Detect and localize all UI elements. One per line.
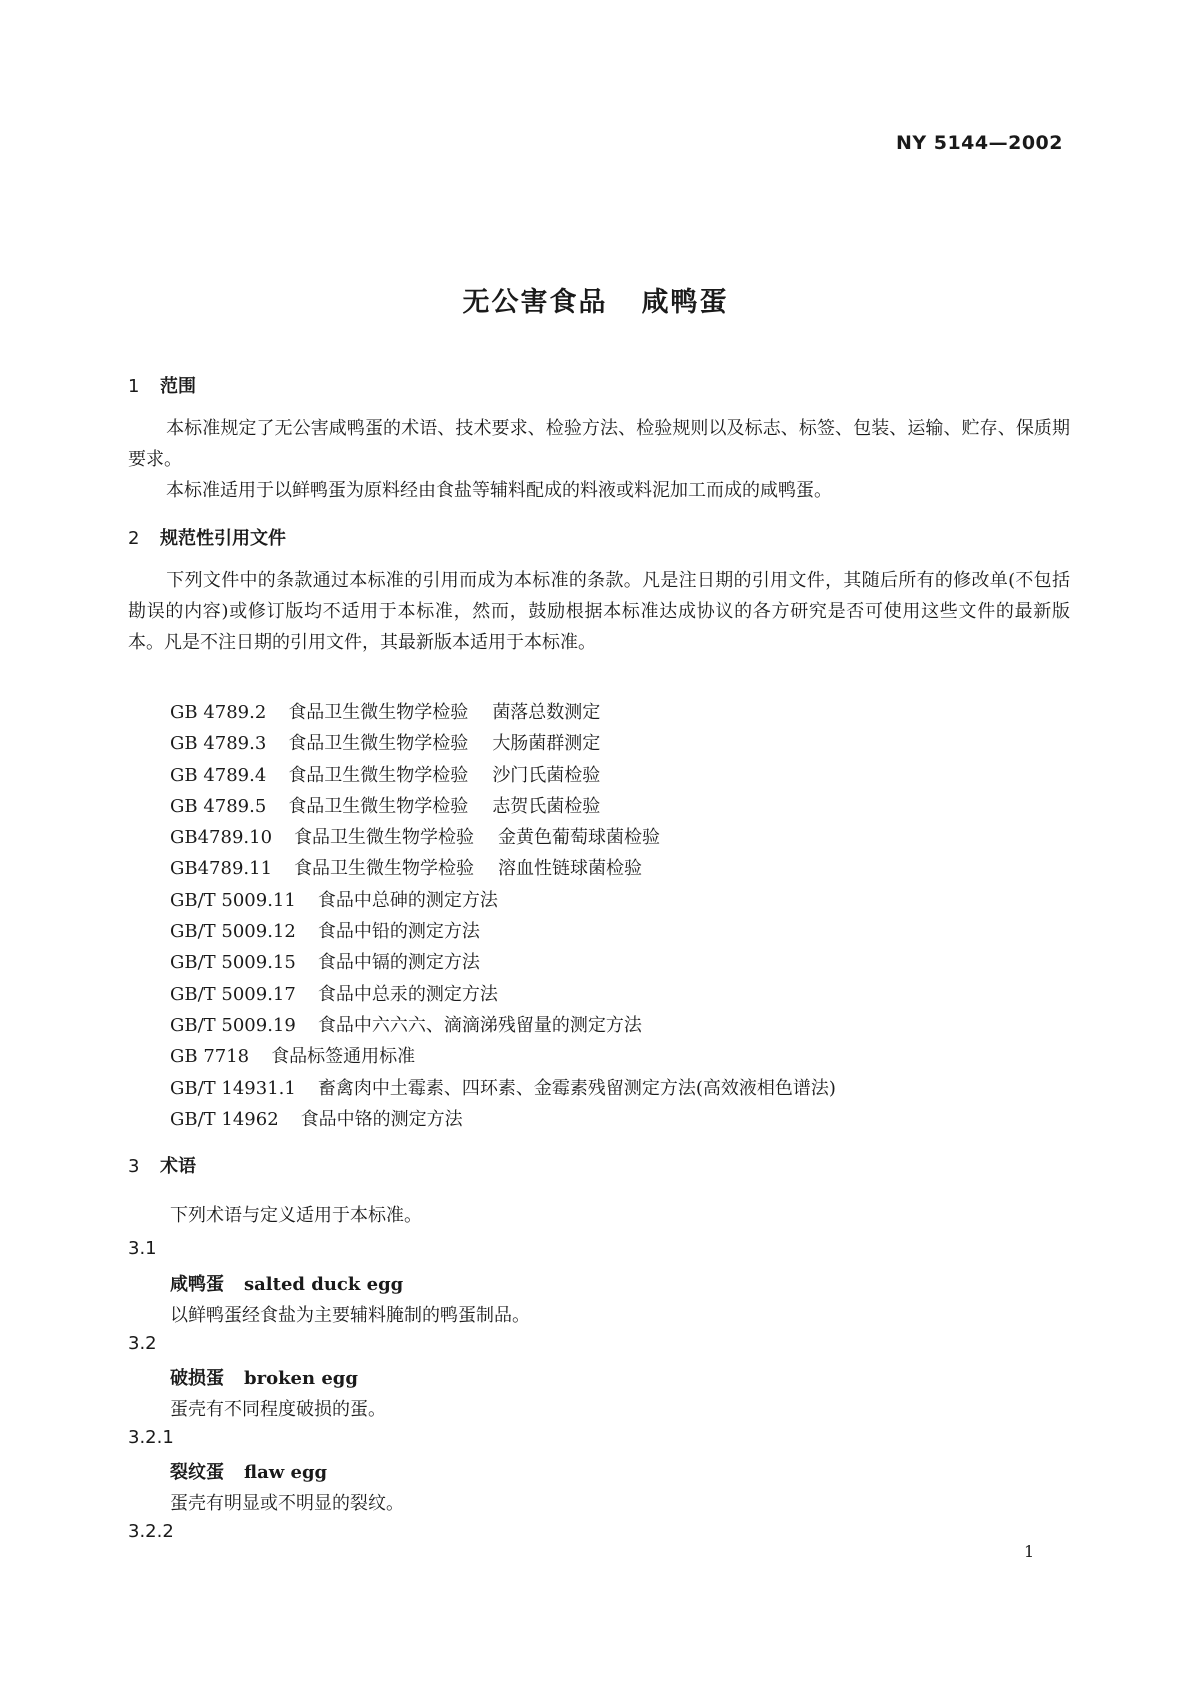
term-zh: 破损蛋: [170, 1368, 224, 1389]
title-part-2: 咸鸭蛋: [641, 287, 729, 318]
term-definition: 蛋壳有不同程度破损的蛋。: [170, 1399, 386, 1420]
reference-title-main: 食品卫生微生物学检验: [294, 858, 475, 880]
reference-title: [318, 890, 498, 911]
reference-title-sub: 沙门氏菌检验: [492, 764, 601, 786]
term-zh: 咸鸭蛋: [170, 1274, 224, 1295]
section-1-heading: [128, 372, 196, 398]
term-heading: [170, 1458, 327, 1484]
reference-item: [170, 760, 836, 791]
section-2-paragraph-1-text: 下列文件中的条款通过本标准的引用而成为本标准的条款。凡是注日期的引用文件，其随后所有的修改单(不包括勘误的内容)或修订版均不适用于本标准，然而，鼓励根据本标准达成协议的各方研究是否可使用这些文件的最新版本。凡是不注日期的引用文件，其最新版本适用于本标准。: [128, 570, 1070, 653]
section-1-paragraph-1-text: 本标准规定了无公害咸鸭蛋的术语、技术要求、检验方法、检验规则以及标志、标签、包装、运输、贮存、保质期要求。: [128, 418, 1070, 470]
reference-title-sub: 志贺氏菌检验: [492, 795, 601, 817]
reference-code: GB 4789.4: [170, 764, 267, 786]
reference-item: [170, 1073, 836, 1104]
clause-number: 3.2.2: [128, 1521, 174, 1542]
reference-code: GB4789.11: [170, 858, 273, 880]
reference-title: [318, 1078, 836, 1099]
reference-item: [170, 916, 836, 947]
reference-title: [301, 1109, 463, 1130]
reference-title-main: 食品中六六六、滴滴涕残留量的测定方法: [317, 1014, 642, 1036]
reference-title: [318, 952, 480, 973]
reference-item: [170, 853, 836, 884]
reference-title-main: 食品中铬的测定方法: [300, 1108, 463, 1130]
section-1-title: 范围: [160, 376, 196, 397]
reference-item: [170, 822, 836, 853]
reference-item: [170, 697, 836, 728]
term-heading: [170, 1364, 358, 1390]
section-3-intro: 下列术语与定义适用于本标准。: [170, 1205, 422, 1226]
reference-title-main: 食品中铅的测定方法: [317, 921, 480, 943]
reference-title: [288, 796, 600, 817]
reference-title: [318, 984, 498, 1005]
reference-title: [294, 827, 660, 848]
reference-code: GB 4789.2: [170, 702, 267, 723]
reference-title: [318, 1015, 642, 1036]
clause-number: 3.1: [128, 1238, 157, 1259]
clause-number: 3.2: [128, 1333, 157, 1354]
reference-title-main: 食品卫生微生物学检验: [288, 733, 469, 755]
reference-item: [170, 1041, 836, 1072]
reference-code: GB 4789.5: [170, 795, 267, 817]
section-3-number: 3: [128, 1156, 140, 1177]
reference-item: [170, 728, 836, 759]
title-part-1: 无公害食品: [462, 287, 608, 318]
section-2-title: 规范性引用文件: [160, 528, 286, 549]
section-3-title: 术语: [160, 1156, 196, 1177]
reference-title-sub: 菌落总数测定: [492, 702, 601, 723]
reference-title: [294, 858, 642, 879]
section-2-number: 2: [128, 528, 140, 549]
reference-title: [318, 921, 480, 942]
reference-item: [170, 979, 836, 1010]
term-definition: 以鲜鸭蛋经食盐为主要辅料腌制的鸭蛋制品。: [170, 1305, 530, 1326]
term-heading: [170, 1270, 403, 1296]
reference-title-main: 食品卫生微生物学检验: [288, 795, 469, 817]
term-zh: 裂纹蛋: [170, 1462, 224, 1483]
reference-item: [170, 947, 836, 978]
reference-code: GB/T 5009.15: [170, 952, 296, 974]
section-1-paragraph-2: [128, 475, 1070, 506]
term-en: broken egg: [244, 1368, 358, 1389]
reference-title-main: 食品卫生微生物学检验: [288, 764, 469, 786]
reference-title-sub: 大肠菌群测定: [492, 733, 601, 755]
reference-title-sub: 溶血性链球菌检验: [498, 858, 643, 880]
clause-number: 3.2.1: [128, 1427, 174, 1448]
reference-title: [288, 702, 600, 723]
reference-item: [170, 791, 836, 822]
reference-code: GB 7718: [170, 1046, 250, 1068]
reference-title-main: 食品中总砷的测定方法: [317, 889, 498, 911]
term-definition: 蛋壳有明显或不明显的裂纹。: [170, 1493, 404, 1514]
term-en: flaw egg: [244, 1462, 328, 1483]
document-title: [0, 280, 1191, 319]
reference-title-main: 食品卫生微生物学检验: [294, 827, 475, 849]
section-2-paragraph-1: [128, 565, 1070, 658]
reference-code: GB/T 5009.19: [170, 1014, 296, 1036]
reference-item: [170, 1104, 836, 1135]
reference-title-main: 食品卫生微生物学检验: [288, 702, 469, 723]
reference-code: GB4789.10: [170, 827, 273, 849]
standard-code: NY 5144—2002: [895, 132, 1063, 154]
reference-code: GB/T 14962: [170, 1108, 279, 1130]
term-en: salted duck egg: [244, 1274, 404, 1295]
section-1-number: 1: [128, 376, 140, 397]
section-1-paragraph-2-text: 本标准适用于以鲜鸭蛋为原料经由食盐等辅料配成的料液或料泥加工而成的咸鸭蛋。: [166, 480, 832, 501]
reference-code: GB/T 5009.12: [170, 921, 296, 943]
reference-title: [288, 765, 600, 786]
page-number: 1: [1024, 1542, 1035, 1561]
reference-title-main: 食品标签通用标准: [271, 1046, 416, 1068]
reference-code: GB/T 5009.17: [170, 983, 296, 1005]
reference-title-main: 食品中总汞的测定方法: [317, 983, 498, 1005]
reference-title-sub: 金黄色葡萄球菌检验: [498, 827, 661, 849]
reference-list: [170, 697, 836, 1135]
reference-item: [170, 885, 836, 916]
reference-title: [288, 733, 600, 754]
section-2-heading: [128, 524, 286, 550]
section-3-heading: [128, 1152, 196, 1178]
reference-item: [170, 1010, 836, 1041]
reference-code: GB/T 5009.11: [170, 889, 296, 911]
section-1-paragraph-1: [128, 413, 1070, 475]
reference-title-main: 食品中镉的测定方法: [317, 952, 480, 974]
reference-title-main: 畜禽肉中土霉素、四环素、金霉素残留测定方法(高效液相色谱法): [317, 1077, 836, 1099]
reference-code: GB/T 14931.1: [170, 1077, 296, 1099]
reference-code: GB 4789.3: [170, 733, 267, 755]
reference-title: [271, 1046, 415, 1067]
